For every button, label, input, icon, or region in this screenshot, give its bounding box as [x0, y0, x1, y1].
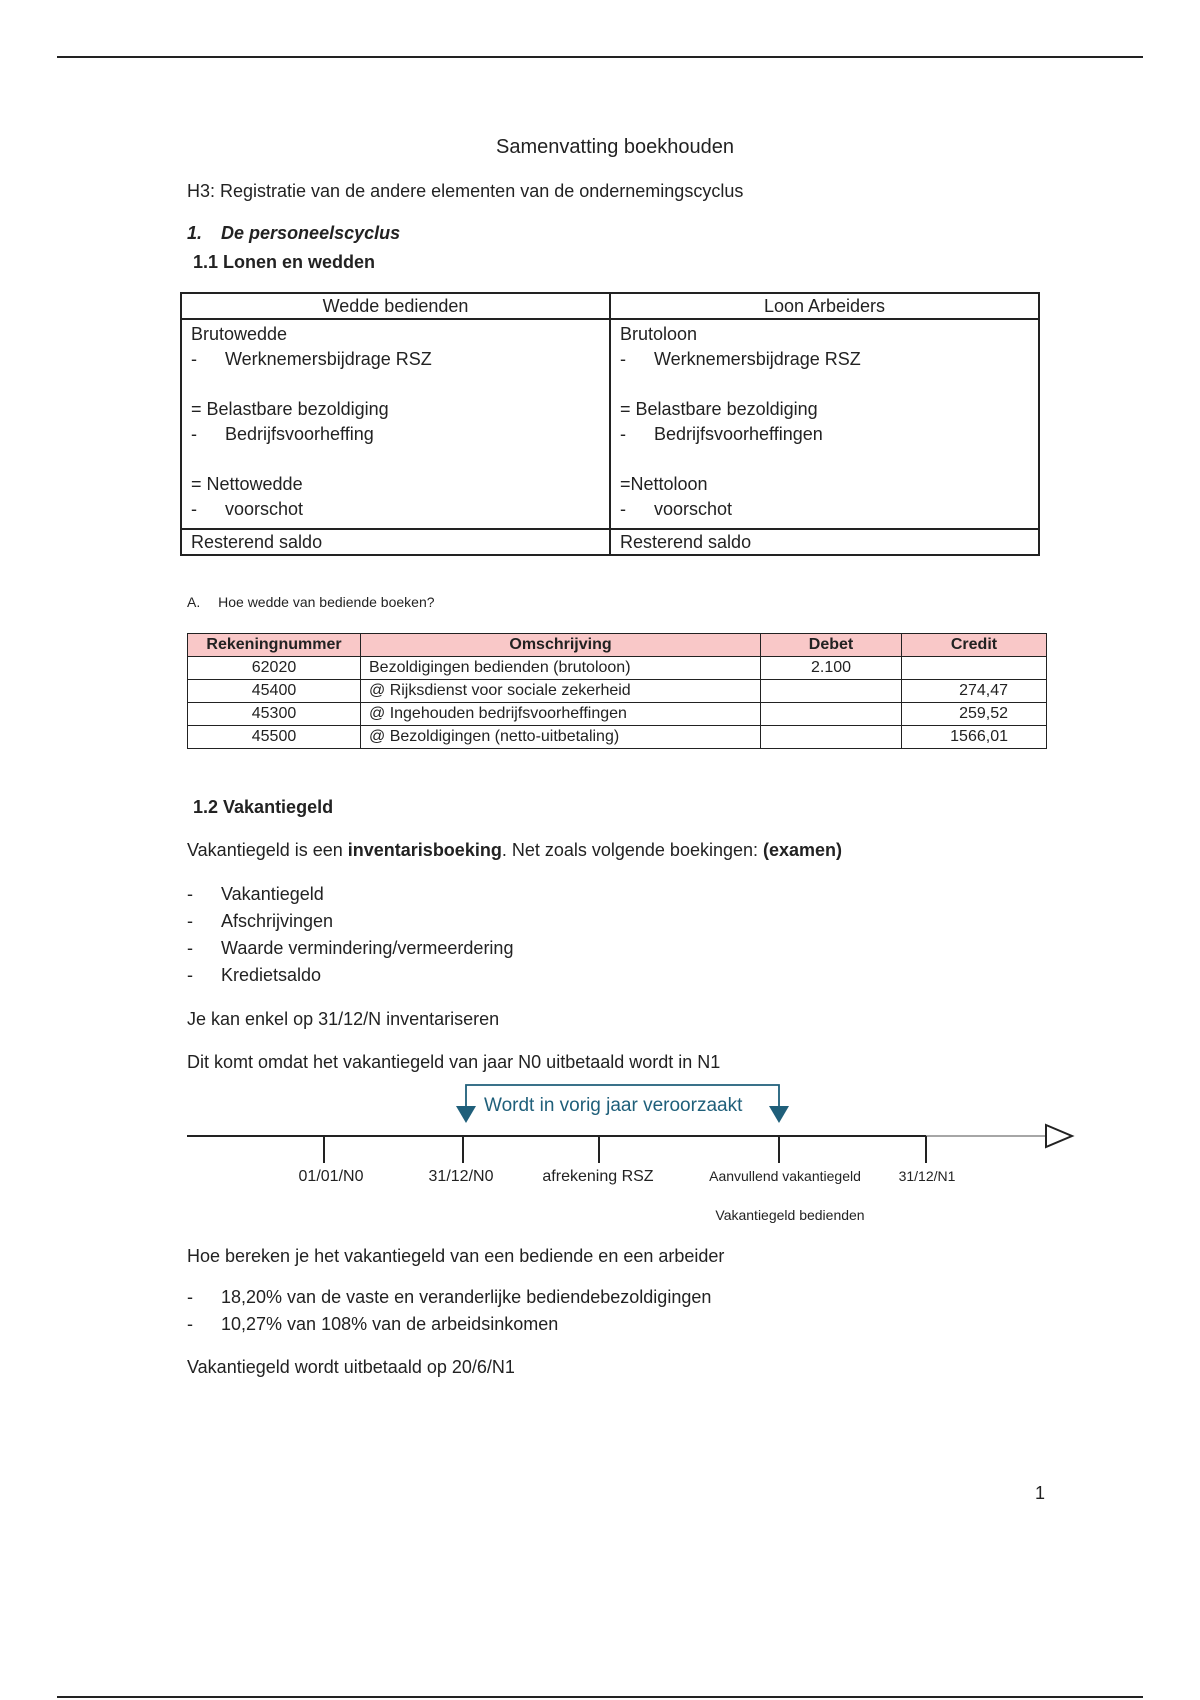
- bracket-label: Wordt in vorig jaar veroorzaakt: [484, 1095, 743, 1116]
- table-line: - Bedrijfsvoorheffing: [191, 424, 374, 444]
- table-header: Loon Arbeiders: [610, 293, 1039, 319]
- booking-list: [187, 881, 513, 989]
- table-footer: Resterend saldo: [181, 529, 610, 555]
- table-line: = Belastbare bezoldiging: [191, 399, 389, 419]
- vakantiegeld-intro: Vakantiegeld is een inventarisboeking. Net zoals volgende boekingen: (examen): [187, 840, 843, 860]
- subsection-heading: 1.1 Lonen en wedden: [193, 252, 376, 272]
- payout-text: Vakantiegeld wordt uitbetaald op 20/6/N1: [187, 1357, 515, 1377]
- timeline-sub-label: Vakantiegeld bedienden: [715, 1207, 865, 1223]
- table-footer: Resterend saldo: [610, 529, 1039, 555]
- table-line: =Nettoloon: [620, 474, 708, 494]
- table-line: = Belastbare bezoldiging: [620, 399, 818, 419]
- section-number: 1.: [187, 223, 203, 243]
- chapter-heading: H3: Registratie van de andere elementen van de ondernemingscyclus: [187, 181, 744, 201]
- reason-text: Dit komt omdat het vakantiegeld van jaar N0 uitbetaald wordt in N1: [187, 1052, 721, 1072]
- list-item: - 18,20% van de vaste en veranderlijke bediendebezoldigingen: [187, 1287, 712, 1307]
- table-line: - voorschot: [191, 499, 304, 519]
- calc-question: Hoe bereken je het vakantiegeld van een bediende en een arbeider: [187, 1246, 725, 1266]
- list-item: - Afschrijvingen: [187, 911, 334, 931]
- calc-list: [187, 1284, 711, 1338]
- table-line: = Nettowedde: [191, 474, 303, 494]
- table-line: - Bedrijfsvoorheffingen: [620, 424, 823, 444]
- tick-label: 31/12/N1: [898, 1168, 956, 1184]
- table-line: - Werknemersbijdrage RSZ: [191, 349, 432, 369]
- journal-header: Credit: [902, 634, 1047, 657]
- table-line: - voorschot: [620, 499, 733, 519]
- list-item: - Vakantiegeld: [187, 884, 324, 904]
- journal-header: Rekeningnummer: [188, 634, 361, 657]
- bottom-rule: [57, 1696, 1143, 1698]
- table-line: Brutoloon: [620, 324, 698, 344]
- list-item: - Waarde vermindering/vermeerdering: [187, 938, 514, 958]
- list-item: - Kredietsaldo: [187, 965, 322, 985]
- salary-comparison-table: [180, 292, 1040, 556]
- table-line: - Werknemersbijdrage RSZ: [620, 349, 861, 369]
- page-title: Samenvatting boekhouden: [496, 136, 734, 158]
- vakantiegeld-heading: 1.2 Vakantiegeld: [193, 797, 334, 817]
- section-title: De personeelscyclus: [221, 223, 401, 243]
- table-row: 45500 @ Bezoldigingen (netto-uitbetaling) 1566,01: [188, 726, 1047, 749]
- page-number: 1: [1035, 1483, 1046, 1503]
- vakantiegeld-timeline: [0, 1075, 1200, 1225]
- journal-header: Omschrijving: [361, 634, 761, 657]
- tick-label: 31/12/N0: [428, 1168, 494, 1185]
- journal-caption: A. Hoe wedde van bediende boeken?: [187, 594, 435, 610]
- table-header: Wedde bedienden: [181, 293, 610, 319]
- journal-header: Debet: [761, 634, 902, 657]
- table-row: 45400 @ Rijksdienst voor sociale zekerheid 274,47: [188, 680, 1047, 703]
- table-row: 45300 @ Ingehouden bedrijfsvoorheffingen 259,52: [188, 703, 1047, 726]
- salary-employee-cell: [181, 319, 610, 529]
- table-line: Brutowedde: [191, 324, 288, 344]
- list-item: - 10,27% van 108% van de arbeidsinkomen: [187, 1314, 559, 1334]
- salary-worker-cell: [610, 319, 1039, 529]
- tick-label: 01/01/N0: [298, 1168, 364, 1185]
- section-heading: [187, 223, 400, 244]
- tick-label: Aanvullend vakantiegeld: [709, 1168, 861, 1184]
- top-rule: [57, 56, 1143, 58]
- tick-label: afrekening RSZ: [542, 1168, 654, 1185]
- table-row: 62020 Bezoldigingen bedienden (brutoloon) 2.100: [188, 657, 1047, 680]
- journal-entry-table: [187, 633, 1047, 749]
- inventory-date-text: Je kan enkel op 31/12/N inventariseren: [187, 1009, 500, 1029]
